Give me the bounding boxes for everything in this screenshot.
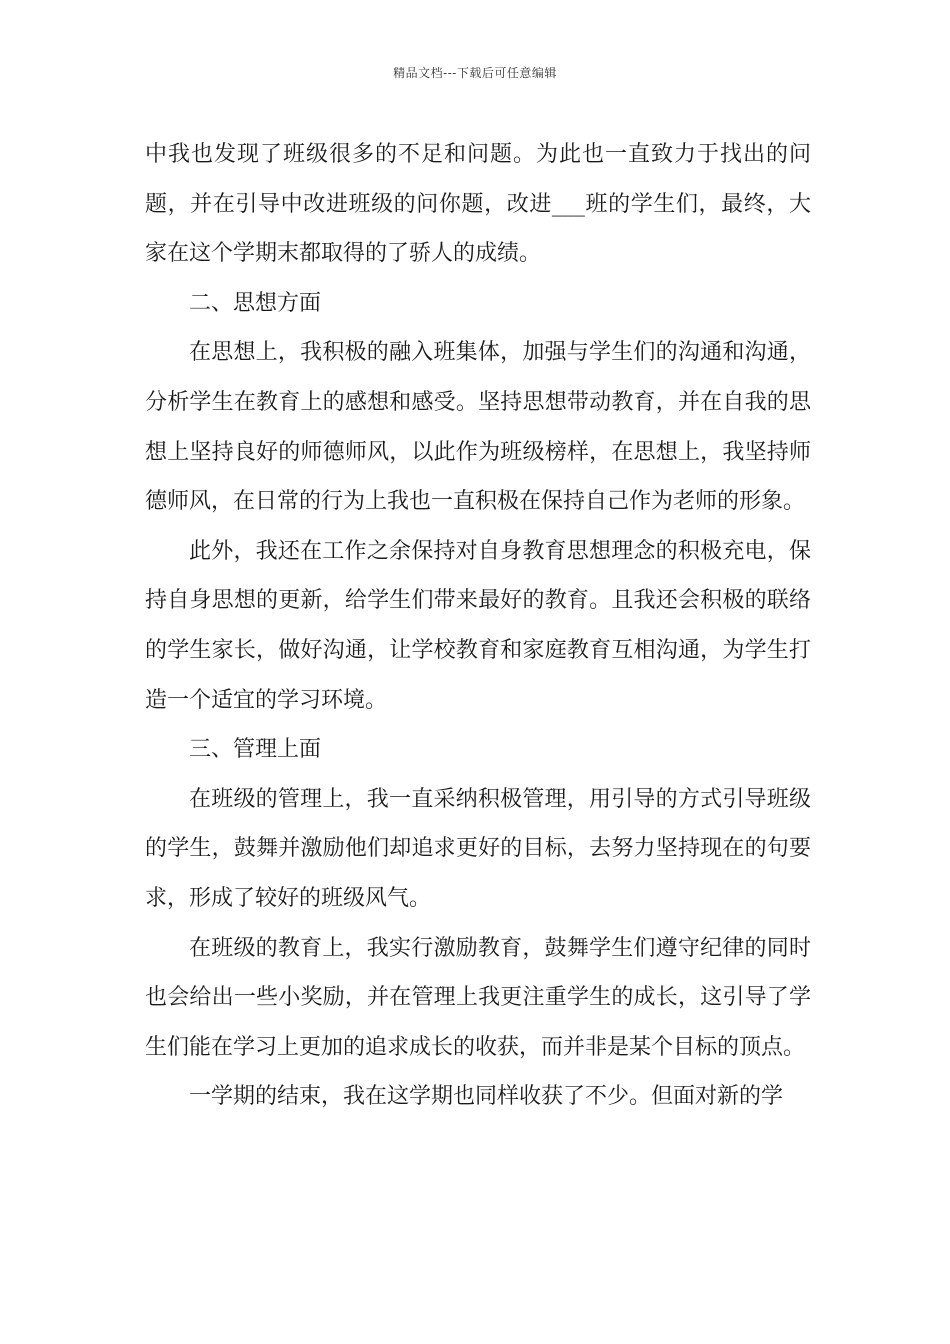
paragraph: 此外，我还在工作之余保持对自身教育思想理念的积极充电，保持自身思想的更新，给学生们带来最好的教育。且我还会积极的联络的学生家长，做好沟通，让学校教育和家庭教育互相沟通，为学生打造一个适宜的学习环境。 [145,538,811,713]
section-heading-thought: 二、思想方面 [189,290,322,316]
section-heading-management: 三、管理上面 [189,737,322,763]
paragraph: 在思想上，我积极的融入班集体，加强与学生们的沟通和沟通，分析学生在教育上的感想和感受。坚持思想带动教育，并在自我的思想上坚持良好的师德师风，以此作为班级榜样，在思想上，我坚持师德师风，在日常的行为上我也一直积极在保持自己作为老师的形象。 [145,340,811,515]
paragraph: 一学期的结束，我在这学期也同样收获了不少。但面对新的学 [189,1084,784,1110]
page-header: 精品文档---下载后可任意编辑 [393,66,557,80]
paragraph: 中我也发现了班级很多的不足和问题。为此也一直致力于找出的问题，并在引导中改进班级的问你题，改进___班的学生们，最终，大家在这个学期末都取得的了骄人的成绩。 [145,142,811,267]
paragraph: 在班级的管理上，我一直采纳积极管理，用引导的方式引导班级的学生，鼓舞并激励他们却追求更好的目标，去努力坚持现在的句要求，形成了较好的班级风气。 [145,786,811,911]
paragraph: 在班级的教育上，我实行激励教育，鼓舞学生们遵守纪律的同时也会给出一些小奖励，并在管理上我更注重学生的成长，这引导了学生们能在学习上更加的追求成长的收获，而并非是某个目标的顶点。 [145,935,811,1060]
document-body [145,130,811,1122]
